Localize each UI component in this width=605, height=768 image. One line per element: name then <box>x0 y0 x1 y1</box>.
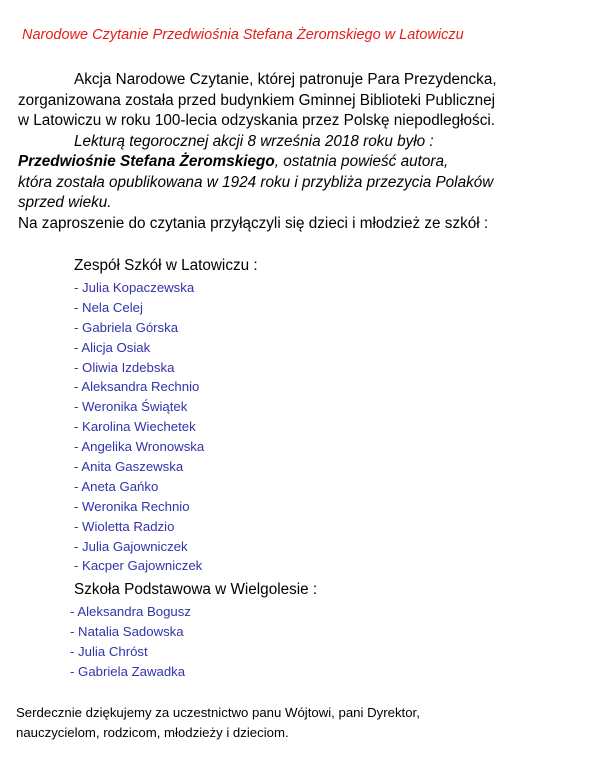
lecture-line-4: sprzed wieku. <box>18 194 112 211</box>
school-name-latowicz: Zespół Szkół w Latowiczu : <box>74 257 258 274</box>
list-item: - Aneta Gańko <box>74 478 159 494</box>
invitation-line: Na zaproszenie do czytania przyłączyli się dzieci i młodzież ze szkół : <box>18 214 489 232</box>
list-item: - Julia Gajowniczek <box>74 538 188 554</box>
intro-line-3: w Latowiczu w roku 100-lecia odzyskania przez Polskę niepodległości. <box>18 112 495 129</box>
list-item: - Gabriela Górska <box>74 319 179 335</box>
student-list-latowicz <box>74 278 204 576</box>
list-item: - Angelika Wronowska <box>74 439 205 455</box>
list-item: - Kacper Gajowniczek <box>74 558 203 574</box>
intro-line-2: zorganizowana została przed budynkiem Gminnej Biblioteki Publicznej <box>18 91 496 109</box>
list-item: - Weronika Rechnio <box>74 498 190 514</box>
lecture-line-2-rest: , ostatnia powieść autora, <box>274 153 449 170</box>
lecture-line-1: Lekturą tegorocznej akcji 8 września 2018 roku było : <box>74 132 434 150</box>
list-item: - Karolina Wiechetek <box>74 419 196 435</box>
lecture-line-2 <box>18 152 588 173</box>
list-item: - Wioletta Radzio <box>74 518 175 534</box>
intro-text <box>18 70 588 234</box>
student-list-wielgoles <box>70 602 191 682</box>
list-item: - Oliwia Izdebska <box>74 359 175 375</box>
page-title: Narodowe Czytanie Przedwiośnia Stefana Żeromskiego w Latowiczu <box>22 27 464 43</box>
list-item: - Nela Celej <box>74 299 143 315</box>
list-item: - Alicja Osiak <box>74 339 151 355</box>
list-item: - Aleksandra Bogusz <box>70 604 191 619</box>
book-title: Przedwiośnie Stefana Żeromskiego <box>18 153 275 170</box>
school-name-wielgoles: Szkoła Podstawowa w Wielgolesie : <box>74 581 318 598</box>
list-item: - Natalia Sadowska <box>70 623 184 639</box>
thanks-line-1: Serdecznie dziękujemy za uczestnictwo panu Wójtowi, pani Dyrektor, <box>16 705 420 720</box>
list-item: - Julia Chróst <box>70 643 148 659</box>
list-item: - Gabriela Zawadka <box>70 663 186 679</box>
thanks-line-2: nauczycielom, rodzicom, młodzieży i dzieciom. <box>16 725 289 740</box>
intro-line-1: Akcja Narodowe Czytanie, której patronuje Para Prezydencka, <box>74 71 497 88</box>
list-item: - Anita Gaszewska <box>74 459 184 475</box>
list-item: - Julia Kopaczewska <box>74 280 195 295</box>
thanks-text <box>16 703 576 743</box>
lecture-line-3: która została opublikowana w 1924 roku i przybliża przezycia Polaków <box>18 173 494 191</box>
list-item: - Weronika Świątek <box>74 399 188 415</box>
list-item: - Aleksandra Rechnio <box>74 379 200 395</box>
